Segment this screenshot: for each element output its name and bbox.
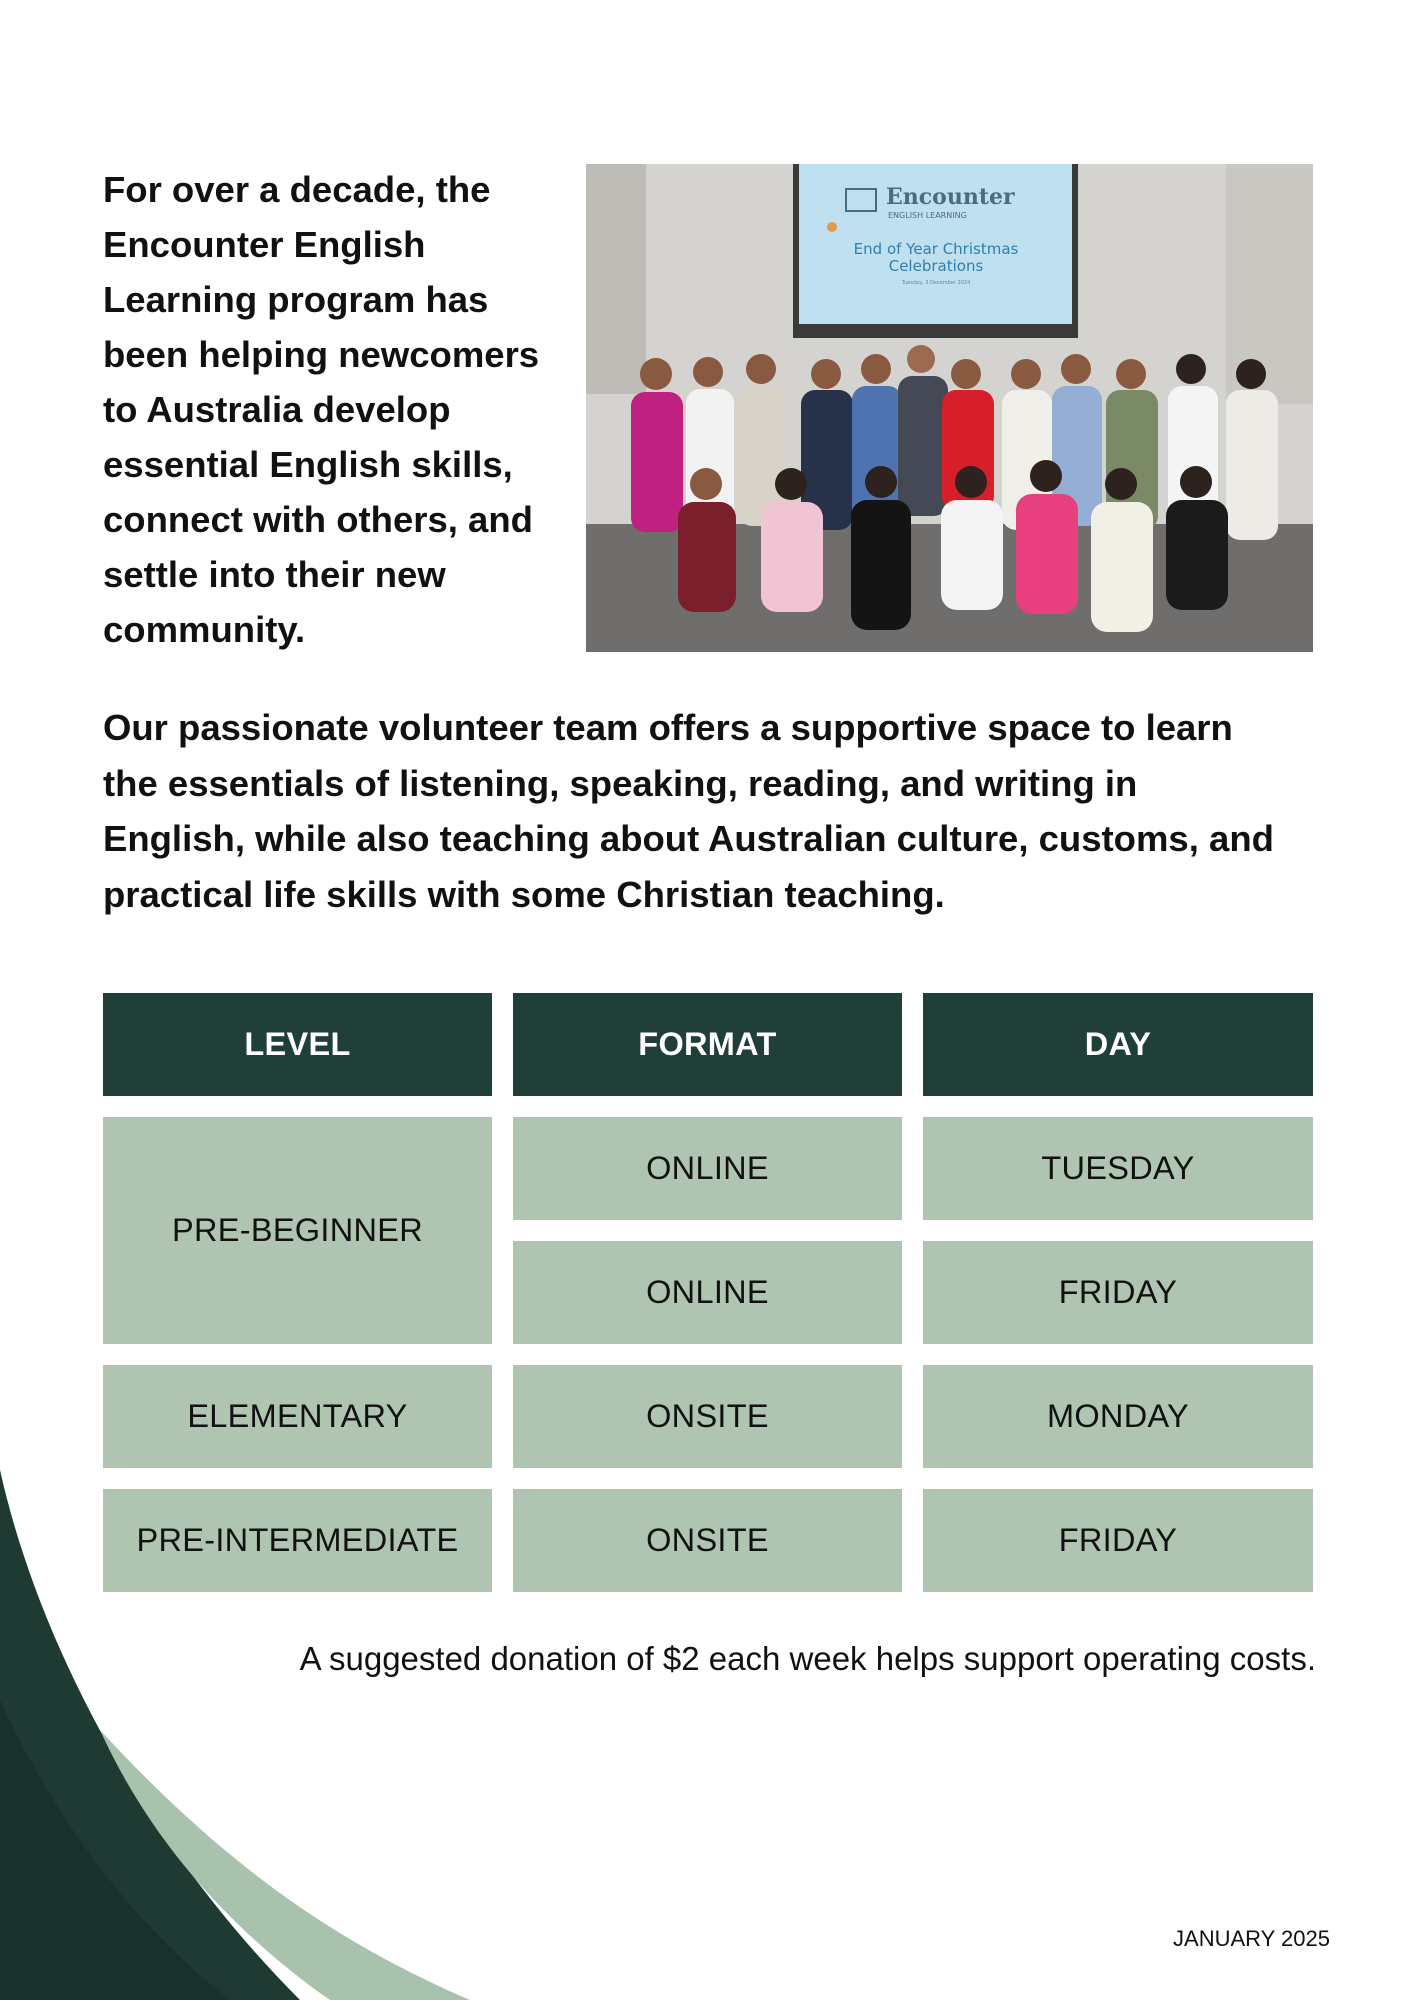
intro-line: Learning program has: [103, 279, 489, 320]
cell-level-pre-intermediate: PRE-INTERMEDIATE: [103, 1489, 492, 1592]
description-line: English, while also teaching about Australian culture, customs, and: [103, 818, 1274, 859]
group-photo: [586, 164, 1313, 652]
intro-line: essential English skills,: [103, 444, 513, 485]
header-format: FORMAT: [513, 993, 902, 1096]
screen-date: Tuesday, 3 December 2024: [901, 280, 971, 286]
intro-line: been helping newcomers: [103, 334, 540, 375]
cell-day: TUESDAY: [923, 1117, 1313, 1220]
intro-line: to Australia develop: [103, 389, 451, 430]
screen-dot: [827, 222, 837, 232]
cell-format: ONSITE: [513, 1489, 902, 1592]
cell-level-pre-beginner: PRE-BEGINNER: [103, 1117, 492, 1344]
description-line: practical life skills with some Christian teaching.: [103, 873, 945, 915]
screen-title-1: End of Year Christmas: [853, 240, 1019, 258]
cell-day: FRIDAY: [923, 1241, 1313, 1344]
description-line: the essentials of listening, speaking, reading, and writing in: [103, 762, 1138, 804]
intro-line: settle into their new: [103, 554, 446, 595]
header-level: LEVEL: [103, 993, 492, 1096]
intro-paragraph: [103, 162, 573, 657]
cell-day: FRIDAY: [923, 1489, 1313, 1592]
screen-logo-sub: ENGLISH LEARNING: [888, 211, 967, 220]
screen-title-2: Celebrations: [888, 257, 984, 275]
cell-format: ONLINE: [513, 1241, 902, 1344]
donation-note: A suggested donation of $2 each week helps support operating costs.: [299, 1640, 1316, 1677]
program-description: [103, 700, 1323, 922]
cell-level-elementary: ELEMENTARY: [103, 1365, 492, 1468]
group-photo-illustration: [586, 164, 1313, 652]
intro-line: Encounter English: [103, 224, 426, 265]
screen-logo-text: Encounter: [886, 184, 1015, 210]
header-day: DAY: [923, 993, 1313, 1096]
cell-day: MONDAY: [923, 1365, 1313, 1468]
footer-date: JANUARY 2025: [1173, 1926, 1330, 1951]
intro-line: community.: [103, 609, 306, 650]
cell-format: ONSITE: [513, 1365, 902, 1468]
intro-line: connect with others, and: [103, 499, 533, 540]
intro-line: For over a decade, the: [103, 169, 491, 210]
cell-format: ONLINE: [513, 1117, 902, 1220]
description-line: Our passionate volunteer team offers a supportive space to learn: [103, 707, 1233, 748]
